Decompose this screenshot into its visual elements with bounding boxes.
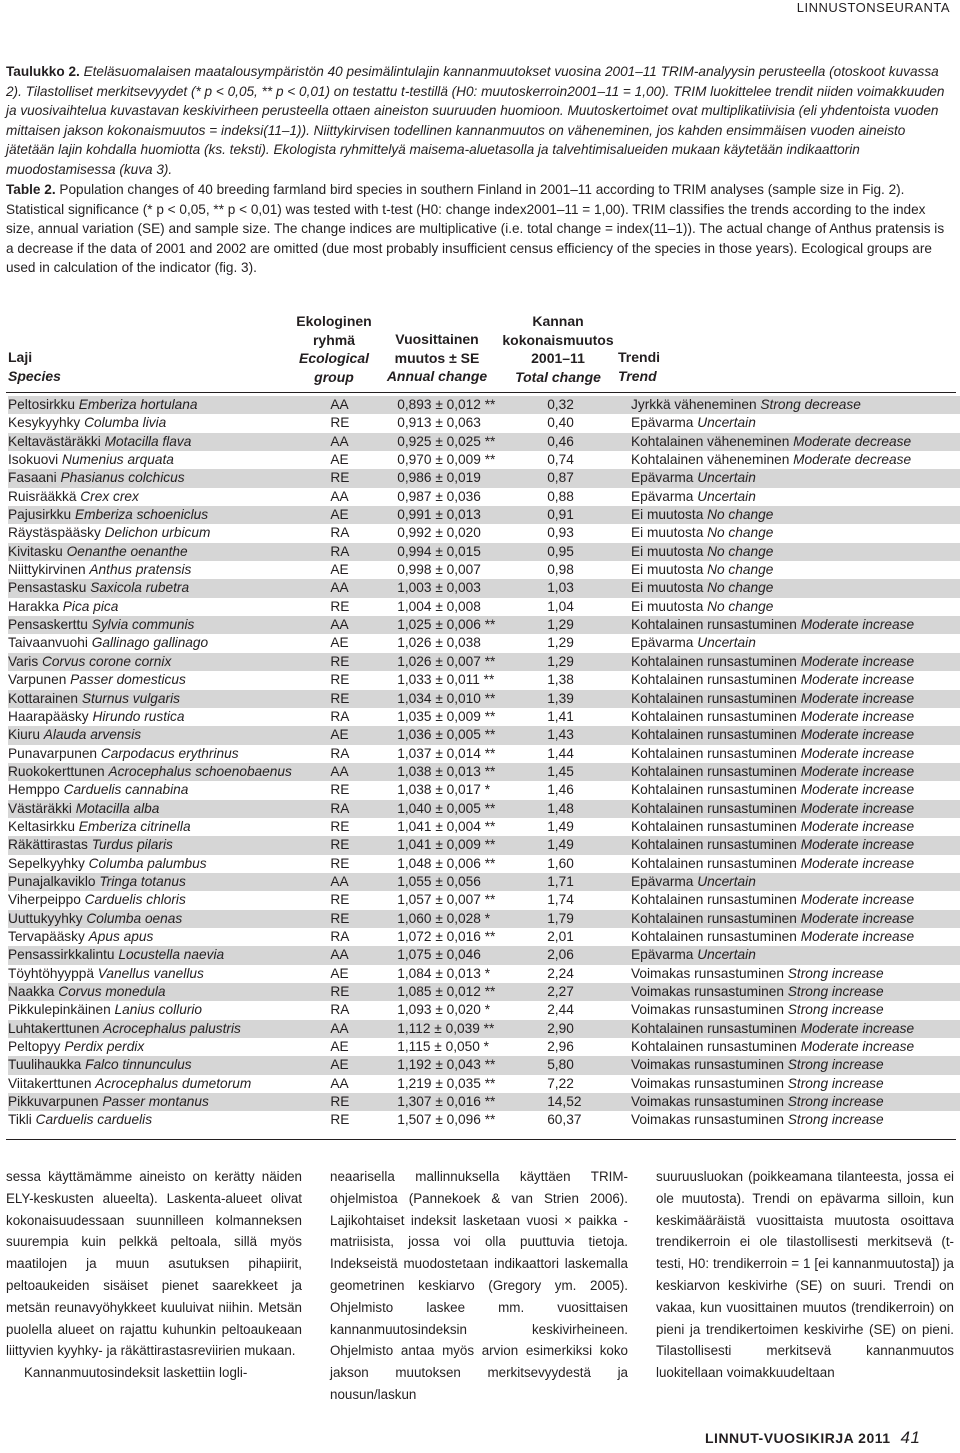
trend-cell: Kohtalainen väheneminen Moderate decrease [631, 433, 960, 451]
total-change-cell: 1,39 [541, 690, 631, 708]
species-cell: Pajusirkku Emberiza schoeniclus [8, 506, 317, 524]
trend-cell: Kohtalainen runsastuminen Moderate increase [631, 763, 960, 781]
trend-cell: Voimakas runsastuminen Strong increase [631, 965, 884, 981]
caption-label: Table 2. [6, 182, 56, 197]
total-change-cell: 0,40 [547, 415, 574, 431]
group-cell: RE [317, 1093, 397, 1111]
trend-cell: Epävarma Uncertain [631, 635, 756, 651]
species-cell: Taivaanvuohi Gallinago gallinago [8, 635, 209, 651]
annual-change-cell: 1,112 ± 0,039 ** [397, 1020, 541, 1038]
trend-cell: Kohtalainen runsastuminen Moderate increase [631, 910, 960, 928]
total-change-cell: 1,79 [541, 910, 631, 928]
trend-cell: Kohtalainen runsastuminen Moderate increase [631, 1039, 915, 1055]
annual-change-cell: 1,075 ± 0,046 [397, 946, 541, 964]
table-row [8, 763, 960, 781]
total-change-cell: 1,29 [547, 635, 574, 651]
total-change-cell: 1,45 [541, 763, 631, 781]
table-row [8, 396, 960, 414]
species-cell: Varpunen Passer domesticus [8, 672, 186, 688]
annual-change-cell: 1,093 ± 0,020 * [397, 1002, 491, 1018]
annual-change-cell: 1,085 ± 0,012 ** [397, 983, 541, 1001]
total-change-cell: 0,87 [541, 469, 631, 487]
trend-cell: Kohtalainen runsastuminen Moderate increase [631, 672, 915, 688]
group-cell: RE [317, 653, 397, 671]
total-change-cell: 5,80 [541, 1056, 631, 1074]
group-cell: RE [330, 672, 350, 688]
journal-name: LINNUT-VUOSIKIRJA 2011 [705, 1430, 891, 1446]
table-row [8, 543, 960, 561]
table-row [8, 818, 960, 836]
annual-change-cell: 0,992 ± 0,020 [397, 525, 481, 541]
trend-cell: Kohtalainen runsastuminen Moderate increase [631, 653, 960, 671]
table-top-rule [6, 392, 956, 393]
total-change-cell: 1,29 [541, 616, 631, 634]
table-row [8, 506, 960, 524]
trend-cell: Ei muutosta No change [631, 506, 960, 524]
annual-change-cell: 1,037 ± 0,014 ** [397, 745, 496, 761]
group-cell: RE [317, 690, 397, 708]
trend-cell: Ei muutosta No change [631, 598, 774, 614]
table-row [8, 1093, 960, 1111]
total-change-cell: 2,06 [541, 946, 631, 964]
table-row [8, 433, 960, 451]
total-change-cell: 1,48 [541, 800, 631, 818]
species-cell: Fasaani Phasianus colchicus [8, 469, 317, 487]
total-change-cell: 0,95 [541, 543, 631, 561]
table-row [8, 781, 960, 799]
total-change-cell: 0,46 [541, 433, 631, 451]
annual-change-cell: 1,036 ± 0,005 ** [397, 726, 541, 744]
annual-change-cell: 1,048 ± 0,006 ** [397, 855, 496, 871]
group-cell: RE [330, 818, 350, 834]
group-cell: AA [317, 946, 397, 964]
species-cell: Luhtakerttunen Acrocephalus palustris [8, 1020, 317, 1038]
species-cell: Ruisrääkkä Crex crex [8, 488, 139, 504]
trend-cell: Voimakas runsastuminen Strong increase [631, 1075, 884, 1091]
total-change-cell: 0,98 [547, 562, 574, 578]
group-cell: AA [317, 396, 397, 414]
species-cell: Keltasirkku Emberiza citrinella [8, 818, 191, 834]
group-cell: AE [317, 726, 397, 744]
col-header-annual: Vuosittainen muutos ± SE Annual change [386, 331, 488, 384]
annual-change-cell: 0,994 ± 0,015 [397, 543, 541, 561]
group-cell: RA [330, 745, 350, 761]
species-cell: Isokuovi Numenius arquata [8, 452, 174, 468]
group-cell: AA [317, 433, 397, 451]
body-column-3 [656, 1166, 954, 1384]
table-row [8, 1111, 960, 1129]
body-paragraph: Kannanmuutosindeksit laskettiin logli- [24, 1365, 248, 1381]
caption-label: Taulukko 2. [6, 64, 80, 79]
annual-change-cell: 1,041 ± 0,004 ** [397, 818, 496, 834]
trend-cell: Kohtalainen väheneminen Moderate decrease [631, 452, 912, 468]
table-row [8, 1056, 960, 1074]
table-row [8, 561, 960, 579]
group-cell: AE [330, 965, 349, 981]
table-row [8, 469, 960, 487]
body-paragraph: neaarisella mallinnuksella käyttäen TRIM-ohjelmistoa (Pannekoek & van Strien 2006). Lajikohtaiset indeksit lasketaan vuosi × paikka -matriisista, jossa voi olla puuttuvia tietoja. Indekseistä muodostetaan indikaattori laskemalla geometrinen keskiarvo (Gregory ym. 2005). Ohjelmisto laskee mm. vuosittaisen kannanmuutosindeksin keskivirheineen. Ohjelmisto antaa myös arvion esimerkiksi koko jakson muutoksen merkitsevyydestä ja nousun/laskun [330, 1169, 628, 1402]
col-header-trend: Trendi Trend [618, 349, 661, 384]
annual-change-cell: 1,026 ± 0,007 ** [397, 653, 541, 671]
body-paragraph: sessa käyttämämme aineisto on kerätty näiden ELY-keskusten alueelta). Laskenta-alueet olivat kokonaisuudessaan suunnilleen kolmanneksen suurempia kuin pelkkä peltoala, sillä myös maatilojen ja muun asutuksen pihapiirit, peltoaukeiden sisäiset pienet saarekkeet ja metsän reunavyöhykkeet kuuluivat niihin. Metsän puolella alueet on rajattu kuhunkin peltoaukeaan liittyvien kyyhky- ja räkättirastasreviirien mukaan. [6, 1169, 302, 1359]
annual-change-cell: 1,035 ± 0,009 ** [397, 708, 496, 724]
trend-cell: Kohtalainen runsastuminen Moderate increase [631, 855, 915, 871]
group-cell: RE [317, 836, 397, 854]
trend-cell: Kohtalainen runsastuminen Moderate increase [631, 745, 915, 761]
trend-cell: Kohtalainen runsastuminen Moderate increase [631, 726, 960, 744]
group-cell: RE [317, 910, 397, 928]
total-change-cell: 1,49 [547, 818, 574, 834]
annual-change-cell: 1,026 ± 0,038 [397, 635, 481, 651]
species-cell: Räystäspääsky Delichon urbicum [8, 525, 211, 541]
species-cell: Sepelkyyhky Columba palumbus [8, 855, 207, 871]
group-cell: AA [330, 488, 349, 504]
table-row [8, 928, 960, 946]
species-cell: Tervapääsky Apus apus [8, 928, 154, 944]
species-cell: Pikkuvarpunen Passer montanus [8, 1093, 317, 1111]
trend-cell: Voimakas runsastuminen Strong increase [631, 1002, 884, 1018]
trend-cell: Kohtalainen runsastuminen Moderate increase [631, 708, 915, 724]
annual-change-cell: 0,987 ± 0,036 [397, 488, 481, 504]
table-row [8, 653, 960, 671]
trend-cell: Kohtalainen runsastuminen Moderate increase [631, 1020, 960, 1038]
total-change-cell: 2,24 [547, 965, 574, 981]
species-cell: Varis Corvus corone cornix [8, 653, 317, 671]
caption-text: Population changes of 40 breeding farmland bird species in southern Finland in 2001–11 according to TRIM analyses (sample size in Fig. 2). Statistical significance (* p < 0,05, ** p < 0,01) was tested with t-test (H0: change index2001–11 = 1,00). TRIM classifies the trends according to the index size, annual variation (SE) and sample size. The change indices are multiplicative (i.e. total change = index(11–1)). The actual change of Anthus pratensis is a decrease if the data of 2001 and 2002 are omitted (due most probably insufficient census efficiency of the species in those years). Ecological groups are used in calculation of the indicator (fig. 3). [6, 182, 945, 275]
species-cell: Viherpeippo Carduelis chloris [8, 892, 186, 908]
annual-change-cell: 1,033 ± 0,011 ** [397, 672, 495, 688]
total-change-cell: 1,41 [547, 708, 574, 724]
total-change-cell: 1,03 [541, 579, 631, 597]
group-cell: AA [317, 579, 397, 597]
annual-change-cell: 0,998 ± 0,007 [397, 562, 481, 578]
group-cell: AE [317, 506, 397, 524]
group-cell: RE [330, 415, 350, 431]
table-row [8, 873, 960, 891]
table-row [8, 910, 960, 928]
total-change-cell: 0,91 [541, 506, 631, 524]
annual-change-cell: 1,025 ± 0,006 ** [397, 616, 541, 634]
trend-cell: Kohtalainen runsastuminen Moderate increase [631, 818, 915, 834]
total-change-cell: 0,74 [547, 452, 574, 468]
group-cell: RE [317, 983, 397, 1001]
annual-change-cell: 1,038 ± 0,017 * [397, 782, 491, 798]
group-cell: AA [317, 616, 397, 634]
table-row [8, 800, 960, 818]
annual-change-cell: 1,057 ± 0,007 ** [397, 892, 496, 908]
trend-cell: Epävarma Uncertain [631, 469, 960, 487]
table-row [8, 1075, 960, 1093]
total-change-cell: 1,49 [541, 836, 631, 854]
table-row [8, 598, 960, 616]
body-column-2 [330, 1166, 628, 1406]
caption-finnish [6, 62, 954, 179]
table-row [8, 946, 960, 964]
annual-change-cell: 1,004 ± 0,008 [397, 598, 481, 614]
annual-change-cell: 1,034 ± 0,010 ** [397, 690, 541, 708]
species-table [8, 396, 960, 1130]
annual-change-cell: 1,084 ± 0,013 * [397, 965, 491, 981]
species-cell: Peltosirkku Emberiza hortulana [8, 396, 317, 414]
species-cell: Punajalkaviklo Tringa totanus [8, 873, 317, 891]
annual-change-cell: 0,913 ± 0,063 [397, 415, 481, 431]
total-change-cell: 0,32 [541, 396, 631, 414]
col-header-total: Kannan kokonaismuutos 2001–11 Total change [502, 313, 614, 385]
group-cell: RA [317, 543, 397, 561]
table-row [8, 1020, 960, 1038]
species-cell: Haarapääsky Hirundo rustica [8, 708, 185, 724]
annual-change-cell: 1,307 ± 0,016 ** [397, 1093, 541, 1111]
table-row [8, 745, 960, 763]
species-cell: Tikli Carduelis carduelis [8, 1112, 153, 1128]
group-cell: RA [330, 708, 350, 724]
group-cell: RE [330, 782, 350, 798]
annual-change-cell: 1,192 ± 0,043 ** [397, 1056, 541, 1074]
species-cell: Pikkulepinkäinen Lanius collurio [8, 1002, 203, 1018]
annual-change-cell: 0,986 ± 0,019 [397, 469, 541, 487]
total-change-cell: 2,44 [547, 1002, 574, 1018]
group-cell: RE [317, 469, 397, 487]
total-change-cell: 1,46 [547, 782, 574, 798]
species-cell: Töyhtöhyyppä Vanellus vanellus [8, 965, 204, 981]
trend-cell: Kohtalainen runsastuminen Moderate increase [631, 782, 915, 798]
total-change-cell: 1,44 [547, 745, 574, 761]
trend-cell: Kohtalainen runsastuminen Moderate increase [631, 800, 960, 818]
species-cell: Räkättirastas Turdus pilaris [8, 836, 317, 854]
body-paragraph: suuruusluokan (poikkeamana tilanteesta, jossa ei ole muutosta). Trendi on epävarma silloin, kun keskimääräistä vuosittaista muutosta osoittava trendikerroin ei ole tilastollisesti merkitsevä (t-testi, H0: trendikerroin = 1 [ei kannanmuutosta]) ja keskiarvon keskivirhe (SE) on suuri. Trendi on vakaa, kun vuosittainen muutos (trendikerroin) on pieni ja trendikertoimen keskivirhe (SE) on pieni. Tilastollisesti merkitsevä kannanmuutos luokitellaan voimakkuudeltaan [656, 1169, 954, 1381]
page-footer [705, 1428, 920, 1448]
total-change-cell: 2,90 [541, 1020, 631, 1038]
table-row [8, 1001, 960, 1019]
table-row [8, 708, 960, 726]
group-cell: RE [330, 598, 350, 614]
total-change-cell: 2,96 [547, 1039, 574, 1055]
total-change-cell: 14,52 [541, 1093, 631, 1111]
trend-cell: Epävarma Uncertain [631, 415, 756, 431]
annual-change-cell: 1,507 ± 0,096 ** [397, 1112, 496, 1128]
table-row [8, 965, 960, 983]
trend-cell: Kohtalainen runsastuminen Moderate increase [631, 928, 915, 944]
species-cell: Viitakerttunen Acrocephalus dumetorum [8, 1075, 252, 1091]
species-cell: Naakka Corvus monedula [8, 983, 317, 1001]
group-cell: AA [330, 1075, 349, 1091]
body-column-1 [6, 1166, 302, 1384]
annual-change-cell: 1,041 ± 0,009 ** [397, 836, 541, 854]
annual-change-cell: 1,072 ± 0,016 ** [397, 928, 496, 944]
group-cell: AE [330, 635, 349, 651]
total-change-cell: 0,88 [547, 488, 574, 504]
total-change-cell: 1,38 [547, 672, 574, 688]
trend-cell: Ei muutosta No change [631, 525, 774, 541]
page-number: 41 [900, 1428, 921, 1447]
species-cell: Harakka Pica pica [8, 598, 119, 614]
species-cell: Pensaskerttu Sylvia communis [8, 616, 317, 634]
trend-cell: Kohtalainen runsastuminen Moderate increase [631, 690, 960, 708]
group-cell: RA [317, 800, 397, 818]
total-change-cell: 60,37 [547, 1112, 582, 1128]
trend-cell: Ei muutosta No change [631, 543, 960, 561]
total-change-cell: 0,93 [547, 525, 574, 541]
trend-cell: Ei muutosta No change [631, 579, 960, 597]
trend-cell: Epävarma Uncertain [631, 488, 756, 504]
table-row [8, 488, 960, 506]
total-change-cell: 1,43 [541, 726, 631, 744]
group-cell: AE [330, 562, 349, 578]
species-cell: Peltopyy Perdix perdix [8, 1039, 145, 1055]
species-cell: Kottarainen Sturnus vulgaris [8, 690, 317, 708]
total-change-cell: 2,01 [547, 928, 574, 944]
trend-cell: Epävarma Uncertain [631, 873, 960, 891]
group-cell: RA [330, 928, 350, 944]
group-cell: RE [330, 1112, 350, 1128]
table-row [8, 616, 960, 634]
col-header-species: Laji Species [8, 349, 61, 384]
table-row [8, 634, 960, 652]
total-change-cell: 7,22 [547, 1075, 574, 1091]
group-cell: AA [317, 1020, 397, 1038]
total-change-cell: 1,71 [541, 873, 631, 891]
group-cell: AE [330, 1039, 349, 1055]
species-cell: Uuttukyyhky Columba oenas [8, 910, 317, 928]
species-cell: Kesykyyhky Columba livia [8, 415, 167, 431]
annual-change-cell: 1,055 ± 0,056 [397, 873, 541, 891]
species-cell: Västäräkki Motacilla alba [8, 800, 317, 818]
group-cell: AA [317, 873, 397, 891]
species-cell: Keltavästäräkki Motacilla flava [8, 433, 317, 451]
group-cell: RE [330, 892, 350, 908]
table-row [8, 690, 960, 708]
trend-cell: Ei muutosta No change [631, 562, 774, 578]
trend-cell: Kohtalainen runsastuminen Moderate increase [631, 892, 915, 908]
annual-change-cell: 1,219 ± 0,035 ** [397, 1075, 496, 1091]
species-cell: Ruokokerttunen Acrocephalus schoenobaenus [8, 763, 317, 781]
group-cell: RA [330, 1002, 350, 1018]
table-row [8, 726, 960, 744]
annual-change-cell: 1,040 ± 0,005 ** [397, 800, 541, 818]
trend-cell: Epävarma Uncertain [631, 946, 960, 964]
species-cell: Niittykirvinen Anthus pratensis [8, 562, 192, 578]
table-row [8, 451, 960, 469]
trend-cell: Voimakas runsastuminen Strong increase [631, 1112, 884, 1128]
group-cell: RA [330, 525, 350, 541]
annual-change-cell: 0,925 ± 0,025 ** [397, 433, 541, 451]
trend-cell: Jyrkkä väheneminen Strong decrease [631, 396, 960, 414]
table-row [8, 579, 960, 597]
table-row [8, 983, 960, 1001]
section-header: LINNUSTONSEURANTA [796, 0, 950, 15]
caption-text: Eteläsuomalaisen maatalousympäristön 40 pesimälintulajin kannanmuutokset vuosina 2001–11 TRIM-analyysin perusteella (otoskoot kuvassa 2). Tilastolliset merkitsevyydet (* p < 0,05, ** p < 0,01) on testattu t-testillä (H0: muutoskerroin2001–11 = 1,00). TRIM luokittelee trendit niiden voimakkuuden ja vuosivaihtelua kuvastavan keskivirheen perusteella ottaen aineiston suuruuden huomioon. Muutoskertoimet ovat multiplikatiivisia (eli yhdentoista vuoden mittaisen jakson kokonaismuutos = indeksi(11–1)). Niittykirvisen todellinen kannanmuutos on väheneminen, jos kahden ensimmäisen vuoden aineisto jätetään lajin kohdalla huomiotta (ks. teksti). Ekologista ryhmittelyä maisema-aluetasolla ja talvehtimisalueiden mukaan käytetään indikaattorin muodostamisessa (kuva 3). [6, 64, 945, 177]
total-change-cell: 1,60 [547, 855, 574, 871]
species-cell: Kiuru Alauda arvensis [8, 726, 317, 744]
table-row [8, 836, 960, 854]
annual-change-cell: 0,893 ± 0,012 ** [397, 396, 541, 414]
annual-change-cell: 1,060 ± 0,028 * [397, 910, 541, 928]
group-cell: AE [317, 1056, 397, 1074]
table-row [8, 414, 960, 432]
table-row [8, 1038, 960, 1056]
trend-cell: Kohtalainen runsastuminen Moderate increase [631, 836, 960, 854]
total-change-cell: 1,04 [547, 598, 574, 614]
species-cell: Hemppo Carduelis cannabina [8, 782, 189, 798]
table-bottom-rule [6, 1139, 956, 1140]
species-cell: Tuulihaukka Falco tinnunculus [8, 1056, 317, 1074]
table-row [8, 524, 960, 542]
caption-english [6, 180, 954, 278]
group-cell: RE [330, 855, 350, 871]
annual-change-cell: 1,115 ± 0,050 * [397, 1039, 490, 1055]
table-row [8, 671, 960, 689]
table-row [8, 891, 960, 909]
trend-cell: Kohtalainen runsastuminen Moderate increase [631, 616, 960, 634]
group-cell: AE [330, 452, 349, 468]
total-change-cell: 1,74 [547, 892, 574, 908]
trend-cell: Voimakas runsastuminen Strong increase [631, 983, 960, 1001]
total-change-cell: 1,29 [541, 653, 631, 671]
species-cell: Pensastasku Saxicola rubetra [8, 579, 317, 597]
species-cell: Kivitasku Oenanthe oenanthe [8, 543, 317, 561]
group-cell: AA [317, 763, 397, 781]
total-change-cell: 2,27 [541, 983, 631, 1001]
species-cell: Punavarpunen Carpodacus erythrinus [8, 745, 239, 761]
table-row [8, 855, 960, 873]
annual-change-cell: 1,038 ± 0,013 ** [397, 763, 541, 781]
col-header-group: Ekologinen ryhmä Ecological group [296, 313, 372, 385]
species-cell: Pensassirkkalintu Locustella naevia [8, 946, 317, 964]
trend-cell: Voimakas runsastuminen Strong increase [631, 1056, 960, 1074]
annual-change-cell: 1,003 ± 0,003 [397, 579, 541, 597]
annual-change-cell: 0,991 ± 0,013 [397, 506, 541, 524]
trend-cell: Voimakas runsastuminen Strong increase [631, 1093, 960, 1111]
annual-change-cell: 0,970 ± 0,009 ** [397, 452, 496, 468]
